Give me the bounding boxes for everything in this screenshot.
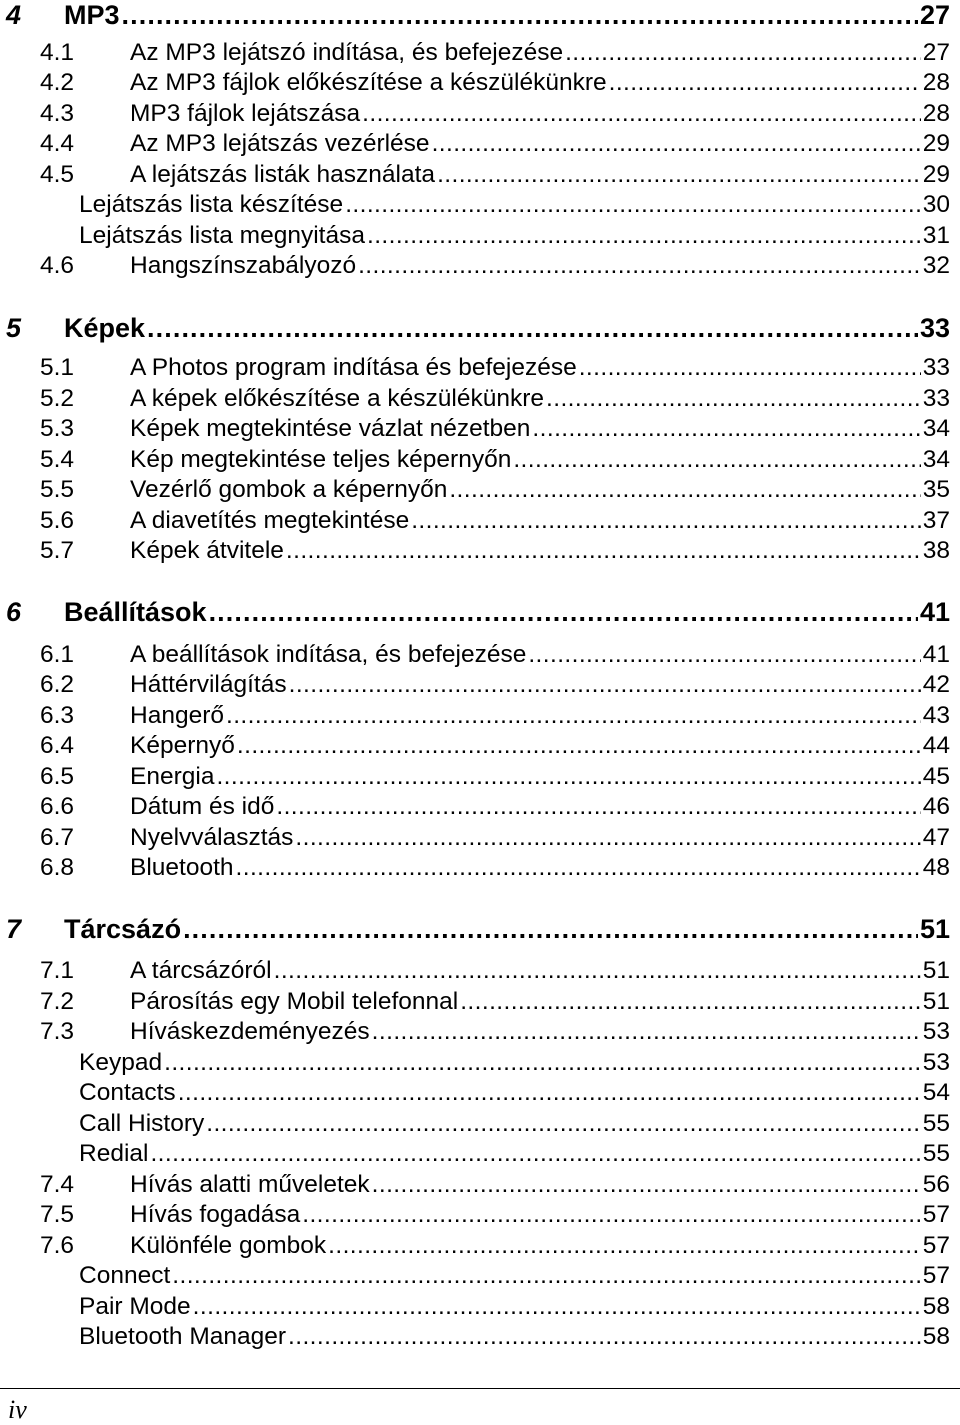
section-title: Bluetooth [130, 854, 234, 881]
dot-leader [289, 670, 921, 700]
section-number: 5.2 [40, 385, 75, 412]
toc-subentry-7-6-a[interactable] [0, 1261, 960, 1291]
section-number: 4.6 [40, 252, 75, 279]
toc-subentry-4-5-b[interactable] [0, 221, 960, 251]
section-number: 5.4 [40, 446, 75, 473]
chapter-title: Beállítások [64, 597, 207, 627]
dot-leader [367, 221, 921, 251]
page-number: 47 [922, 824, 950, 851]
section-number: 6.7 [40, 824, 75, 851]
toc-entry-4-1[interactable] [0, 38, 960, 68]
toc-entry-4-5[interactable] [0, 160, 960, 190]
page-number: 55 [922, 1110, 950, 1137]
section-number: 6.1 [40, 641, 75, 668]
toc-entry-4-3[interactable] [0, 99, 960, 129]
section-number: 7.2 [40, 988, 75, 1015]
chapter-title: Tárcsázó [64, 914, 182, 944]
page-number: 56 [922, 1171, 950, 1198]
dot-leader [226, 701, 921, 731]
subentry-title: Connect [79, 1262, 171, 1289]
dot-leader [209, 597, 918, 627]
section-title: Vezérlő gombok a képernyőn [130, 476, 448, 503]
section-title: Az MP3 lejátszó indítása, és befejezése [130, 39, 564, 66]
dot-leader [362, 99, 921, 129]
section-number: 6.8 [40, 854, 75, 881]
section-number: 6.6 [40, 793, 75, 820]
dot-leader [178, 1078, 921, 1108]
page-number: 46 [922, 793, 950, 820]
dot-leader [183, 914, 918, 944]
section-number: 6.2 [40, 671, 75, 698]
section-number: 7.6 [40, 1232, 75, 1259]
page-number: 33 [919, 313, 950, 343]
section-number: 7.4 [40, 1171, 75, 1198]
toc-entry-4-4[interactable] [0, 129, 960, 159]
toc-entry-7-5[interactable] [0, 1200, 960, 1230]
dot-leader [372, 1170, 921, 1200]
section-number: 7.1 [40, 957, 75, 984]
section-number: 6.3 [40, 702, 75, 729]
page-number: 57 [922, 1201, 950, 1228]
section-number: 7.3 [40, 1018, 75, 1045]
toc-subentry-7-3-b[interactable] [0, 1078, 960, 1108]
page-number: 32 [922, 252, 950, 279]
page-number: 55 [922, 1140, 950, 1167]
toc-entry-5-3[interactable] [0, 414, 960, 444]
toc-entry-7-2[interactable] [0, 987, 960, 1017]
subentry-title: Contacts [79, 1079, 176, 1106]
chapter-number: 5 [6, 313, 22, 343]
toc-entry-5-6[interactable] [0, 506, 960, 536]
page-number: 58 [922, 1323, 950, 1350]
toc-entry-6-7[interactable] [0, 823, 960, 853]
toc-subentry-4-5-a[interactable] [0, 190, 960, 220]
dot-leader [532, 414, 920, 444]
dot-leader [286, 536, 921, 566]
page-number: 57 [922, 1232, 950, 1259]
page-number: 31 [922, 222, 950, 249]
section-number: 4.4 [40, 130, 75, 157]
section-title: A tárcsázóról [130, 957, 272, 984]
page-footer [0, 1388, 960, 1424]
page-number: 27 [919, 0, 950, 30]
page-number: 42 [922, 671, 950, 698]
page-number: 53 [922, 1049, 950, 1076]
toc-subentry-7-3-c[interactable] [0, 1109, 960, 1139]
chapter-number: 6 [6, 597, 22, 627]
dot-leader [609, 68, 921, 98]
toc-entry-7-4[interactable] [0, 1170, 960, 1200]
section-number: 7.5 [40, 1201, 75, 1228]
dot-leader [302, 1200, 920, 1230]
section-title: Hangerő [130, 702, 224, 729]
page-number: 45 [922, 763, 950, 790]
toc-chapter-6[interactable] [0, 597, 960, 627]
toc-entry-7-1[interactable] [0, 956, 960, 986]
page-number: 53 [922, 1018, 950, 1045]
section-title: Hívás alatti műveletek [130, 1171, 370, 1198]
dot-leader [328, 1231, 921, 1261]
page-number: 34 [922, 446, 950, 473]
page-number: 35 [922, 476, 950, 503]
section-number: 5.1 [40, 354, 75, 381]
dot-leader [237, 731, 921, 761]
section-title: Hívás fogadása [130, 1201, 301, 1228]
toc-entry-5-7[interactable] [0, 536, 960, 566]
section-number: 5.6 [40, 507, 75, 534]
section-title: MP3 fájlok lejátszása [130, 100, 361, 127]
dot-leader [193, 1292, 921, 1322]
page-number: 28 [922, 100, 950, 127]
section-number: 6.4 [40, 732, 75, 759]
page-number: 27 [922, 39, 950, 66]
subentry-title: Call History [79, 1110, 205, 1137]
dot-leader [216, 762, 920, 792]
section-title: Az MP3 fájlok előkészítése a készülékünkre [130, 69, 607, 96]
dot-leader [579, 353, 921, 383]
dot-leader [276, 792, 920, 822]
section-title: A Photos program indítása és befejezése [130, 354, 577, 381]
section-number: 5.5 [40, 476, 75, 503]
toc-entry-5-2[interactable] [0, 384, 960, 414]
section-title: Dátum és idő [130, 793, 275, 820]
toc-entry-4-6[interactable] [0, 251, 960, 281]
section-title: Hangszínszabályozó [130, 252, 357, 279]
section-number: 5.7 [40, 537, 75, 564]
toc-entry-6-1[interactable] [0, 640, 960, 670]
section-title: Háttérvilágítás [130, 671, 287, 698]
section-title: Párosítás egy Mobil telefonnal [130, 988, 459, 1015]
section-title: A lejátszás listák használata [130, 161, 436, 188]
dot-leader [236, 853, 921, 883]
dot-leader [164, 1048, 921, 1078]
section-title: Különféle gombok [130, 1232, 327, 1259]
subentry-title: Lejátszás lista készítése [79, 191, 344, 218]
section-number: 4.2 [40, 69, 75, 96]
section-title: Híváskezdeményezés [130, 1018, 370, 1045]
dot-leader [206, 1109, 920, 1139]
section-title: Képernyő [130, 732, 235, 759]
page-number: 29 [922, 161, 950, 188]
dot-leader [274, 956, 921, 986]
page-number: 51 [919, 914, 950, 944]
dot-leader [546, 384, 921, 414]
footer-page-number: iv [8, 1395, 27, 1424]
page-number: 34 [922, 415, 950, 442]
section-title: Képek megtekintése vázlat nézetben [130, 415, 531, 442]
subentry-title: Bluetooth Manager [79, 1323, 287, 1350]
dot-leader [345, 190, 921, 220]
dot-leader [295, 823, 920, 853]
toc-entry-6-4[interactable] [0, 731, 960, 761]
toc-entry-7-6[interactable] [0, 1231, 960, 1261]
section-title: Energia [130, 763, 215, 790]
page-number: 41 [922, 641, 950, 668]
page-number: 58 [922, 1293, 950, 1320]
toc-entry-5-1[interactable] [0, 353, 960, 383]
section-title: Képek átvitele [130, 537, 284, 564]
page-number: 38 [922, 537, 950, 564]
dot-leader [432, 129, 921, 159]
dot-leader [122, 0, 918, 30]
page-number: 33 [922, 354, 950, 381]
dot-leader [565, 38, 921, 68]
dot-leader [288, 1322, 921, 1352]
page-number: 29 [922, 130, 950, 157]
chapter-title: MP3 [64, 0, 120, 30]
toc-chapter-5[interactable] [0, 313, 960, 343]
section-number: 6.5 [40, 763, 75, 790]
toc-entry-4-2[interactable] [0, 68, 960, 98]
page-number: 51 [922, 988, 950, 1015]
section-title: Az MP3 lejátszás vezérlése [130, 130, 430, 157]
section-title: A képek előkészítése a készülékünkre [130, 385, 545, 412]
page-number: 28 [922, 69, 950, 96]
subentry-title: Keypad [79, 1049, 163, 1076]
subentry-title: Redial [79, 1140, 149, 1167]
dot-leader [358, 251, 921, 281]
toc-entry-6-8[interactable] [0, 853, 960, 883]
toc-chapter-7[interactable] [0, 914, 960, 944]
section-title: Nyelvválasztás [130, 824, 294, 851]
dot-leader [150, 1139, 920, 1169]
chapter-number: 7 [6, 914, 22, 944]
chapter-number: 4 [6, 0, 22, 30]
section-title: A beállítások indítása, és befejezése [130, 641, 527, 668]
toc-subentry-7-3-a[interactable] [0, 1048, 960, 1078]
page-number: 48 [922, 854, 950, 881]
dot-leader [528, 640, 920, 670]
toc-entry-6-6[interactable] [0, 792, 960, 822]
page-number: 41 [919, 597, 950, 627]
page-number: 44 [922, 732, 950, 759]
dot-leader [411, 506, 921, 536]
toc-entry-6-5[interactable] [0, 762, 960, 792]
toc-entry-6-2[interactable] [0, 670, 960, 700]
toc-chapter-4[interactable] [0, 0, 960, 30]
toc-entry-5-4[interactable] [0, 445, 960, 475]
toc-entry-7-3[interactable] [0, 1017, 960, 1047]
section-number: 4.3 [40, 100, 75, 127]
section-number: 4.1 [40, 39, 75, 66]
toc-subentry-7-3-d[interactable] [0, 1139, 960, 1169]
subentry-title: Lejátszás lista megnyitása [79, 222, 365, 249]
dot-leader [437, 160, 921, 190]
section-title: A diavetítés megtekintése [130, 507, 410, 534]
page-number: 33 [922, 385, 950, 412]
section-number: 4.5 [40, 161, 75, 188]
toc-entry-6-3[interactable] [0, 701, 960, 731]
dot-leader [147, 313, 918, 343]
page-number: 51 [922, 957, 950, 984]
dot-leader [449, 475, 920, 505]
page-number: 30 [922, 191, 950, 218]
toc-entry-5-5[interactable] [0, 475, 960, 505]
dot-leader [172, 1261, 920, 1291]
section-title: Kép megtekintése teljes képernyőn [130, 446, 512, 473]
page-number: 54 [922, 1079, 950, 1106]
toc-subentry-7-6-b[interactable] [0, 1292, 960, 1322]
subentry-title: Pair Mode [79, 1293, 191, 1320]
dot-leader [513, 445, 920, 475]
page-number: 57 [922, 1262, 950, 1289]
chapter-title: Képek [64, 313, 146, 343]
page-number: 37 [922, 507, 950, 534]
page-number: 43 [922, 702, 950, 729]
toc-subentry-7-6-c[interactable] [0, 1322, 960, 1352]
section-number: 5.3 [40, 415, 75, 442]
dot-leader [372, 1017, 921, 1047]
dot-leader [460, 987, 921, 1017]
